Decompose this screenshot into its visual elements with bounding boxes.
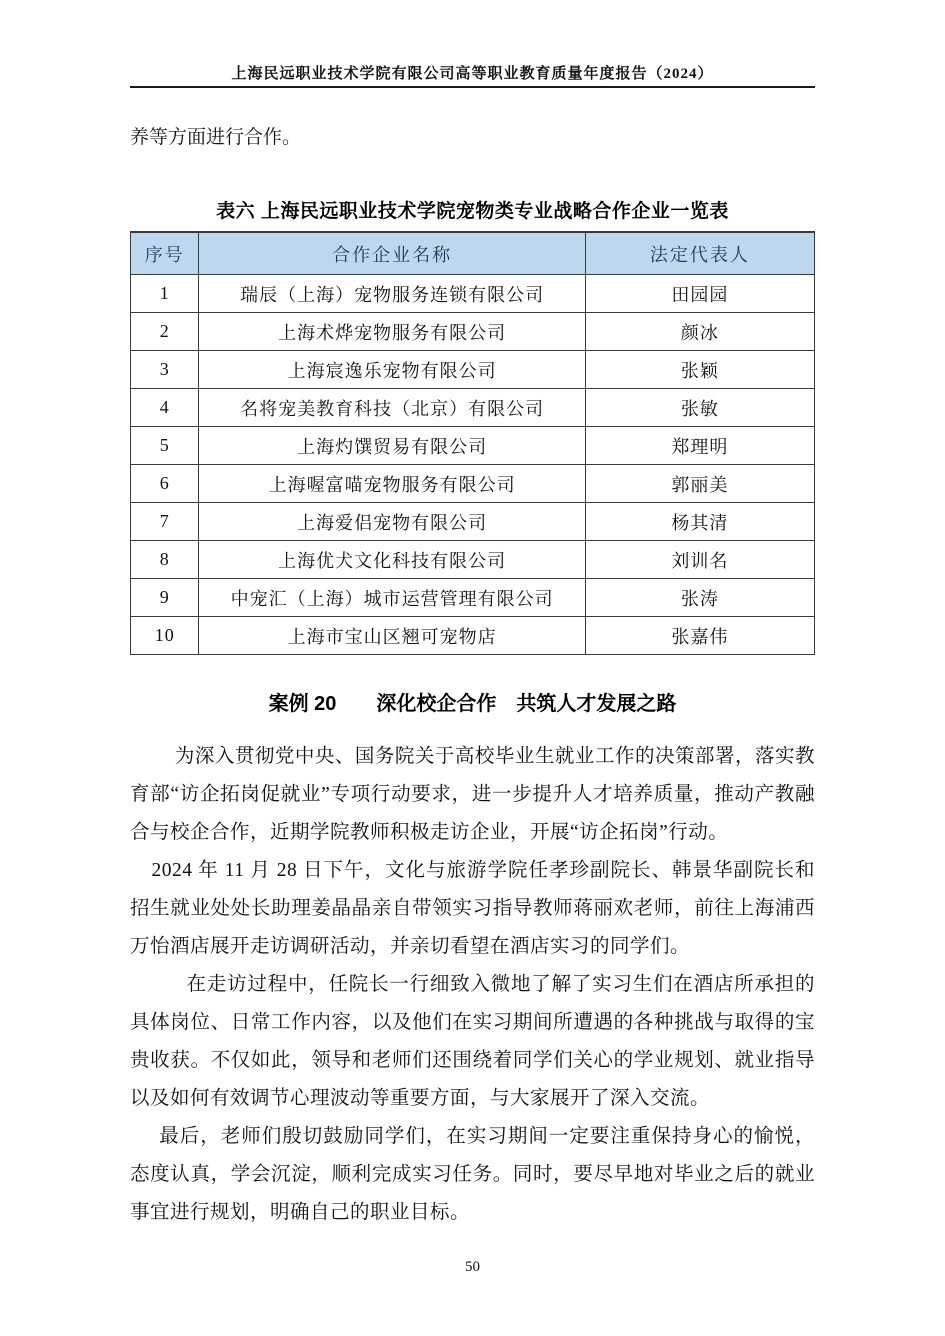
table-cell: 田园园: [585, 275, 814, 313]
table-cell: 9: [131, 579, 199, 617]
case-paragraph: 为深入贯彻党中央、国务院关于高校毕业生就业工作的决策部署，落实教育部“访企拓岗促就业”专项行动要求，进一步提升人才培养质量，推动产教融合与校企合作，近期学院教师积极走访企业，开展“访企拓岗”行动。: [130, 746, 815, 843]
column-header-index: 序号: [131, 232, 199, 275]
page-header: [130, 0, 815, 88]
table-cell: 张敏: [585, 389, 814, 427]
table-cell: 8: [131, 541, 199, 579]
case-title: 案例 20 深化校企合作 共筑人才发展之路: [268, 693, 677, 715]
table-row: [131, 503, 815, 541]
table-cell: 张嘉伟: [585, 617, 814, 655]
column-header-company-name: 合作企业名称: [199, 232, 585, 275]
table-cell: 5: [131, 427, 199, 465]
column-header-legal-representative: 法定代表人: [585, 232, 814, 275]
page-number: 50: [465, 1259, 480, 1275]
table-cell: 郭丽美: [585, 465, 814, 503]
table-body: [131, 275, 815, 655]
intro-paragraph: 养等方面进行合作。: [130, 127, 302, 148]
table-cell: 上海术烨宠物服务有限公司: [199, 313, 585, 351]
table-cell: 上海优犬文化科技有限公司: [199, 541, 585, 579]
header-title: 上海民远职业技术学院有限公司高等职业教育质量年度报告（2024）: [231, 66, 714, 82]
table-row: [131, 351, 815, 389]
case-paragraph: 2024 年 11 月 28 日下午，文化与旅游学院任孝珍副院长、韩景华副院长和招生就业处处长助理姜晶晶亲自带领实习指导教师蒋丽欢老师，前往上海浦西万怡酒店展开走访调研活动，并亲切看望在酒店实习的同学们。: [130, 860, 815, 957]
table-cell: 名将宠美教育科技（北京）有限公司: [199, 389, 585, 427]
table-cell: 上海宸逸乐宠物有限公司: [199, 351, 585, 389]
table-cell: 2: [131, 313, 199, 351]
table-cell: 6: [131, 465, 199, 503]
table-cell: 7: [131, 503, 199, 541]
table-row: [131, 313, 815, 351]
table-cell: 杨其清: [585, 503, 814, 541]
table-header-row: [131, 232, 815, 275]
table-cell: 郑理明: [585, 427, 814, 465]
table-row: [131, 389, 815, 427]
table-cell: 刘训名: [585, 541, 814, 579]
table-cell: 中宠汇（上海）城市运营管理有限公司: [199, 579, 585, 617]
table-caption: 表六 上海民远职业技术学院宠物类专业战略合作企业一览表: [216, 201, 729, 222]
table-cell: 颜冰: [585, 313, 814, 351]
case-paragraph: 在走访过程中，任院长一行细致入微地了解了实习生们在酒店所承担的具体岗位、日常工作内容，以及他们在实习期间所遭遇的各种挑战与取得的宝贵收获。不仅如此，领导和老师们还围绕着同学们关心的学业规划、就业指导以及如何有效调节心理波动等重要方面，与大家展开了深入交流。: [130, 974, 815, 1109]
table-cell: 10: [131, 617, 199, 655]
table-row: [131, 427, 815, 465]
case-body: [130, 738, 815, 1232]
table-header: [131, 232, 815, 275]
table-cell: 张涛: [585, 579, 814, 617]
table-row: [131, 275, 815, 313]
cooperation-enterprises-table: [130, 231, 815, 655]
table-cell: 上海市宝山区翘可宠物店: [199, 617, 585, 655]
table-row: [131, 617, 815, 655]
case-paragraph: 最后，老师们殷切鼓励同学们，在实习期间一定要注重保持身心的愉悦，态度认真，学会沉淀，顺利完成实习任务。同时，要尽早地对毕业之后的就业事宜进行规划，明确自己的职业目标。: [130, 1126, 815, 1223]
table-cell: 4: [131, 389, 199, 427]
table-cell: 上海爱侣宠物有限公司: [199, 503, 585, 541]
table-cell: 张颖: [585, 351, 814, 389]
table-cell: 3: [131, 351, 199, 389]
table-cell: 1: [131, 275, 199, 313]
table-cell: 瑞辰（上海）宠物服务连锁有限公司: [199, 275, 585, 313]
table-row: [131, 465, 815, 503]
table-row: [131, 541, 815, 579]
table-cell: 上海喔富喵宠物服务有限公司: [199, 465, 585, 503]
table-cell: 上海灼馔贸易有限公司: [199, 427, 585, 465]
table-row: [131, 579, 815, 617]
